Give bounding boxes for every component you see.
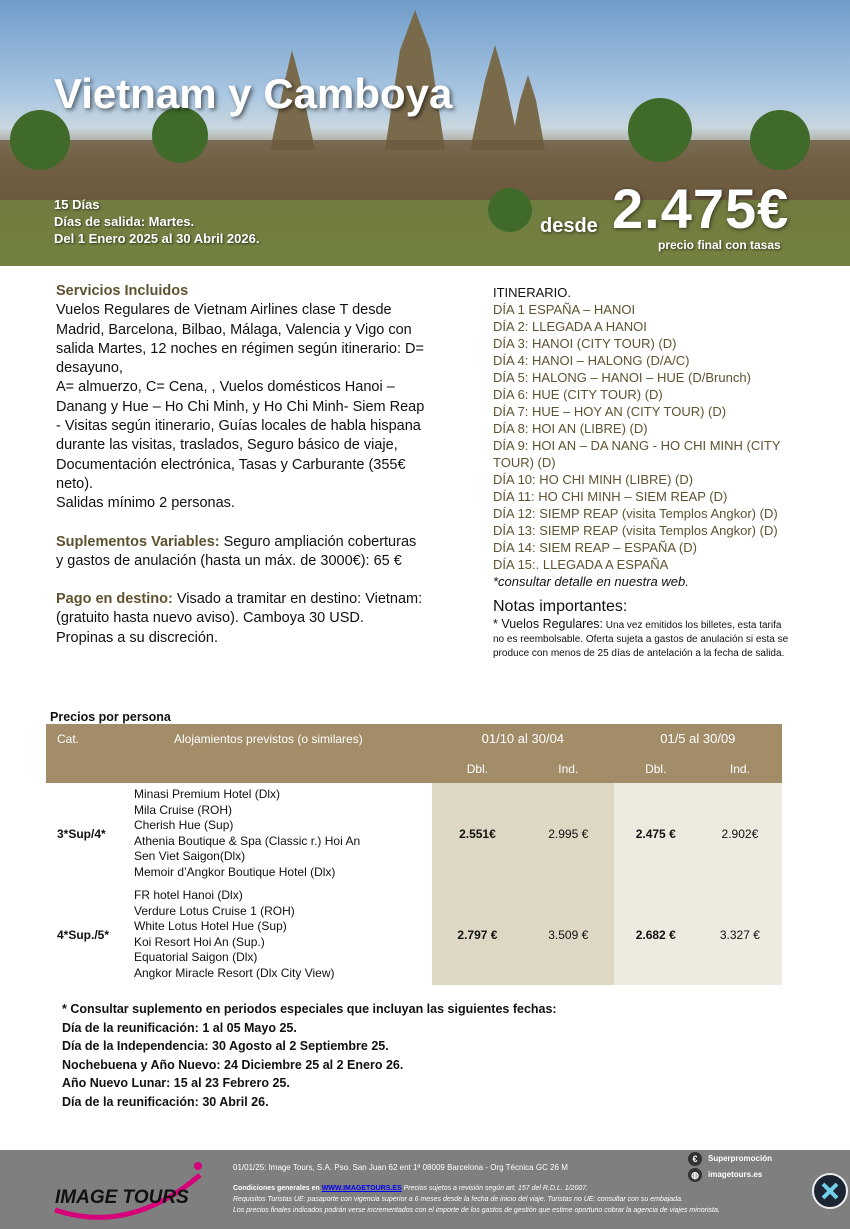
hotels: [134, 884, 432, 985]
col-period2: 01/5 al 30/09: [614, 724, 782, 754]
itinerary-day: DÍA 4: HANOI – HALONG (D/A/C): [493, 353, 690, 368]
price-note: precio final con tasas: [658, 238, 781, 252]
itinerary-day: DÍA 7: HUE – HOY AN (CITY TOUR) (D): [493, 404, 727, 419]
itinerary-day: DÍA 10: HO CHI MINH (LIBRE) (D): [493, 472, 694, 487]
price-p2-ind: 3.327 €: [698, 884, 782, 985]
itinerary-day: DÍA 11: HO CHI MINH – SIEM REAP (D): [493, 489, 728, 504]
services-text: Vuelos Regulares de Vietnam Airlines clase T desde Madrid, Barcelona, Bilbao, Málaga, Valencia y Vigo con salida Martes, 12 noches en régimen según itinerario: D= desayuno,: [56, 302, 424, 377]
special-periods: [62, 1000, 557, 1111]
itinerary-note: *consultar detalle en nuestra web.: [493, 574, 689, 589]
page-title: Vietnam y Camboya: [54, 70, 453, 117]
itinerary-day: DÍA 14: SIEM REAP – ESPAÑA (D): [493, 540, 697, 555]
itinerary-day: DÍA 6: HUE (CITY TOUR) (D): [493, 387, 663, 402]
col-ind: Ind.: [698, 754, 782, 783]
superpromo-badge: [688, 1152, 772, 1166]
hotel: Angkor Miracle Resort (Dlx City View): [134, 965, 335, 980]
special-period: Día de la reunificación: 1 al 05 Mayo 25.: [62, 1020, 297, 1035]
col-period1: 01/10 al 30/04: [432, 724, 614, 754]
svg-text:IMAGE TOURS: IMAGE TOURS: [55, 1187, 189, 1208]
notes-text: [493, 617, 793, 661]
hotels: [134, 783, 432, 884]
headline-price: 2.475€: [612, 177, 790, 240]
col-hotels: Alojamientos previstos (o similares): [134, 724, 432, 754]
category: 4*Sup./5*: [57, 927, 110, 942]
company-info: 01/01/25: Image Tours, S.A. Pso. San Juan 62 ent 1ª 08009 Barcelona - Org Técnica GC 26 M: [233, 1163, 568, 1172]
itinerary-day: DÍA 5: HALONG – HANOI – HUE (D/Brunch): [493, 370, 751, 385]
special-period: Día de la Independencia: 30 Agosto al 2 Septiembre 25.: [62, 1039, 389, 1053]
date-range: Del 1 Enero 2025 al 30 Abril 2026.: [54, 231, 260, 246]
price-p2-dbl: 2.475 €: [614, 783, 698, 884]
price-table: [46, 724, 782, 985]
supplements-variable: [56, 533, 426, 572]
departures: Días de salida: Martes.: [54, 214, 195, 229]
globe-icon: ◍: [688, 1168, 702, 1182]
price-p2-ind: 2.902€: [698, 783, 782, 884]
from-label: desde: [540, 215, 598, 237]
special-period: Nochebuena y Año Nuevo: 24 Diciembre 25 al 2 Enero 26.: [62, 1057, 404, 1072]
table-row: [46, 783, 782, 884]
price-disclaimer: Los precios finales indicados podrán verse incrementados con el importe de los gastos de gestión que estime oportuno cobrar la agencia de viajes minorista.: [233, 1207, 720, 1214]
col-ind: Ind.: [523, 754, 614, 783]
euro-icon: €: [688, 1152, 702, 1166]
website-link[interactable]: WWW.IMAGETOURS.ES: [321, 1185, 402, 1192]
badge1-text: Superpromoción: [708, 1154, 773, 1163]
services-text-2: A= almuerzo, C= Cena, , Vuelos domésticos Hanoi – Danang y Hue – Ho Chi Minh, y Ho Chi Minh- Siem Reap - Visitas según itinerario, Guías locales de habla hispana durante las visitas, traslados, Seguro básico de viaje, Documentación electrónica, Tasas y Carburante (355€ neto).: [56, 379, 425, 492]
col-cat: Cat.: [46, 724, 134, 754]
price-p1-ind: 2.995 €: [523, 783, 614, 884]
itinerary-day: DÍA 12: SIEMP REAP (visita Templos Angkor) (D): [493, 506, 778, 521]
category: 3*Sup/4*: [57, 826, 106, 841]
itinerary-day: DÍA 3: HANOI (CITY TOUR) (D): [493, 336, 677, 351]
itinerary-day: DÍA 8: HOI AN (LIBRE) (D): [493, 421, 648, 436]
cond-text: Precios sujetos a revisión según art. 157 del R.D.L. 1/2007.: [401, 1185, 589, 1192]
hotel: FR hotel Hanoi (Dlx): [134, 888, 243, 902]
notes-body: Una vez emitidos los billetes, esta tarifa no es reembolsable. Oferta sujeta a gastos de anulación si esta se produce con menos de 25 días de antelación a la fecha de salida.: [493, 620, 789, 659]
hotel: Koi Resort Hoi An (Sup.): [134, 934, 265, 949]
notes-heading: Notas importantes:: [493, 598, 628, 615]
services-heading: Servicios Incluidos: [56, 283, 189, 299]
image-tours-logo: [50, 1160, 220, 1220]
pago-heading: Pago en destino:: [56, 591, 173, 608]
hero-banner: [0, 0, 850, 266]
pago-text-2: Propinas a su discreción.: [56, 629, 218, 646]
col-dbl: Dbl.: [432, 754, 523, 783]
hotel: Mila Cruise (ROH): [134, 802, 233, 817]
col-dbl: Dbl.: [614, 754, 698, 783]
itinerary-section: [493, 284, 793, 661]
price-p1-dbl: 2.797 €: [432, 884, 523, 985]
legal-text: [233, 1183, 803, 1216]
duration: 15 Días: [54, 197, 100, 212]
itinerary-day: DÍA 2: LLEGADA A HANOI: [493, 319, 647, 334]
pago-text: Visado a tramitar en destino: Vietnam: (gratuito hasta nuevo aviso). Camboya 30 USD.: [56, 591, 423, 627]
hotel: Minasi Premium Hotel (Dlx): [134, 787, 281, 801]
special-period: Año Nuevo Lunar: 15 al 23 Febrero 25.: [62, 1076, 290, 1090]
itinerary-day: DÍA 13: SIEMP REAP (visita Templos Angkor) (D): [493, 523, 778, 538]
itinerary-heading: ITINERARIO.: [493, 285, 572, 300]
price-p2-dbl: 2.682 €: [614, 884, 698, 985]
footer: [0, 1150, 850, 1229]
itinerary-day: DÍA 1 ESPAÑA – HANOI: [493, 302, 636, 317]
hotel: Verdure Lotus Cruise 1 (ROH): [134, 903, 295, 918]
special-period: * Consultar suplemento en periodos especiales que incluyan las siguientes fechas:: [62, 1002, 557, 1016]
special-period: Día de la reunificación: 30 Abril 26.: [62, 1094, 269, 1109]
website-badge: [688, 1168, 762, 1182]
table-row: [46, 884, 782, 985]
badge2-text: imagetours.es: [708, 1170, 763, 1179]
hotel: Equatorial Saigon (Dlx): [134, 950, 258, 964]
services-text-3: Salidas mínimo 2 personas.: [56, 495, 235, 512]
app-icon[interactable]: [812, 1173, 848, 1209]
trip-info: [54, 196, 259, 247]
price-p1-dbl: 2.551€: [432, 783, 523, 884]
services-section: [56, 282, 426, 648]
prices-title: Precios por persona: [50, 710, 171, 724]
hotel: Athenia Boutique & Spa (Classic r.) Hoi An: [134, 833, 361, 848]
itinerary-day: DÍA 9: HOI AN – DA NANG - HO CHI MINH (CITY TOUR) (D): [493, 438, 781, 470]
hotel: White Lotus Hotel Hue (Sup): [134, 919, 287, 933]
supl-heading: Suplementos Variables:: [56, 533, 220, 550]
itinerary-day: DÍA 15:. LLEGADA A ESPAÑA: [493, 557, 669, 572]
notes-lead: * Vuelos Regulares:: [493, 617, 604, 631]
price-p1-ind: 3.509 €: [523, 884, 614, 985]
requirements: Requisitos Turistas UE: pasaporte con vigencia superior a 6 meses desde la fecha de inicio del viaje. Turistas no UE: consultar con su embajada.: [233, 1196, 683, 1203]
pago-destino: [56, 590, 426, 629]
hotel: Memoir d’Angkor Boutique Hotel (Dlx): [134, 864, 336, 879]
cond-label: Condiciones generales en: [233, 1185, 322, 1192]
hotel: Sen Viet Saigon(Dlx): [134, 849, 246, 863]
hotel: Cherish Hue (Sup): [134, 818, 234, 832]
supl-text: Seguro ampliación coberturas y gastos de anulación (hasta un máx. de 3000€): 65 €: [56, 533, 417, 569]
